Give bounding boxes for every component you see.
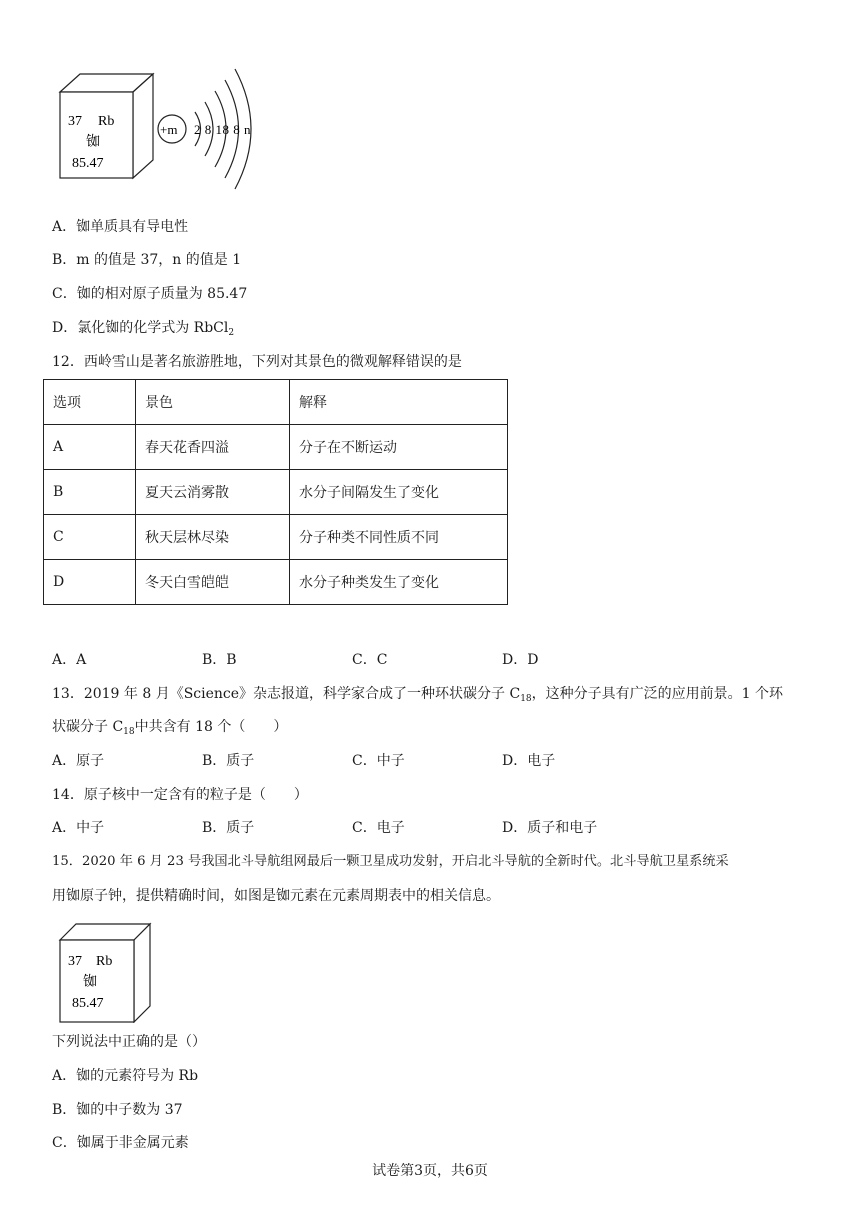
q15-stem-line2: 用铷原子钟，提供精确时间，如图是铷元素在元素周期表中的相关信息。 — [52, 888, 500, 904]
table-cell: A — [44, 425, 136, 470]
table-cell: 水分子间隔发生了变化 — [290, 470, 508, 515]
table-row — [44, 470, 508, 515]
q15-stem-line1: 15．2020 年 6 月 23 号我国北斗导航组网最后一颗卫星成功发射，开启北斗导航的全新时代。北斗导航卫星系统采 — [52, 854, 729, 869]
q14-option-a: A．中子 — [52, 820, 105, 836]
q11-option-a: A．铷单质具有导电性 — [52, 219, 189, 235]
table-cell: 春天花香四溢 — [136, 425, 290, 470]
q13-stem-line1: 13．2019 年 8 月《Science》杂志报道，科学家合成了一种环状碳分子 $C_{18}$，这种分子具有广泛的应用前景。1 个环 — [52, 686, 784, 704]
subscript: 2 — [228, 328, 235, 338]
q13-option-b: B．质子 — [202, 753, 255, 769]
q14-option-b: B．质子 — [202, 820, 255, 836]
table-cell: 水分子种类发生了变化 — [290, 560, 508, 605]
element-number: 37 — [68, 114, 82, 129]
q13-option-d: D．电子 — [502, 753, 556, 769]
q13-option-c: C．中子 — [352, 753, 405, 769]
table-cell: 分子种类不同性质不同 — [290, 515, 508, 560]
rubidium-element-and-atom-figure — [50, 62, 280, 197]
table-cell: 秋天层林尽染 — [136, 515, 290, 560]
q11-option-c: C．铷的相对原子质量为 85.47 — [52, 286, 248, 302]
table-cell: 分子在不断运动 — [290, 425, 508, 470]
element-symbol: Rb — [98, 114, 115, 129]
table-cell: D — [44, 560, 136, 605]
q15-option-c: C．铷属于非金属元素 — [52, 1135, 189, 1151]
element-symbol: Rb — [96, 954, 113, 969]
q15-question: 下列说法中正确的是（） — [52, 1034, 206, 1050]
q14-option-d: D．质子和电子 — [502, 820, 598, 836]
table-header-cell: 解释 — [290, 380, 508, 425]
q12-option-a: A．A — [52, 652, 87, 668]
q12-table — [43, 379, 508, 605]
element-number: 37 — [68, 954, 82, 969]
table-header-cell: 景色 — [136, 380, 290, 425]
table-row — [44, 515, 508, 560]
q15-option-a: A．铷的元素符号为 Rb — [52, 1068, 199, 1084]
element-mass: 85.47 — [72, 996, 104, 1011]
nucleus-charge: +m — [160, 122, 178, 137]
q13-option-a: A．原子 — [52, 753, 105, 769]
q12-option-d: D．D — [502, 652, 539, 668]
q11-option-b: B．m 的值是 37，n 的值是 1 — [52, 252, 242, 268]
subscript: 18 — [520, 694, 532, 704]
shell-electrons: 2 8 18 8 n — [194, 122, 251, 137]
q15-option-b: B．铷的中子数为 37 — [52, 1102, 183, 1118]
table-cell: 夏天云消雾散 — [136, 470, 290, 515]
table-row — [44, 425, 508, 470]
table-cell: C — [44, 515, 136, 560]
q12-option-c: C．C — [352, 652, 388, 668]
q14-option-c: C．电子 — [352, 820, 405, 836]
element-name: 铷 — [83, 974, 97, 990]
page-footer: 试卷第3页，共6页 — [372, 1163, 488, 1179]
table-cell: 冬天白雪皑皑 — [136, 560, 290, 605]
table-header-row — [44, 380, 508, 425]
element-name: 铷 — [86, 134, 100, 150]
q12-stem: 12．西岭雪山是著名旅游胜地，下列对其景色的微观解释错误的是 — [52, 354, 462, 370]
q11-option-d: D．氯化铷的化学式为 RbCl$_2$ — [52, 320, 235, 338]
table-row — [44, 560, 508, 605]
rubidium-element-cell-figure — [50, 918, 160, 1023]
table-header-cell: 选项 — [44, 380, 136, 425]
element-mass: 85.47 — [72, 156, 104, 171]
q14-stem: 14．原子核中一定含有的粒子是（ ） — [52, 787, 308, 803]
q12-option-b: B．B — [202, 652, 237, 668]
q13-stem-line2: 状碳分子 $C_{18}$中共含有 18 个（ ） — [52, 719, 288, 737]
subscript: 18 — [123, 727, 135, 737]
table-cell: B — [44, 470, 136, 515]
